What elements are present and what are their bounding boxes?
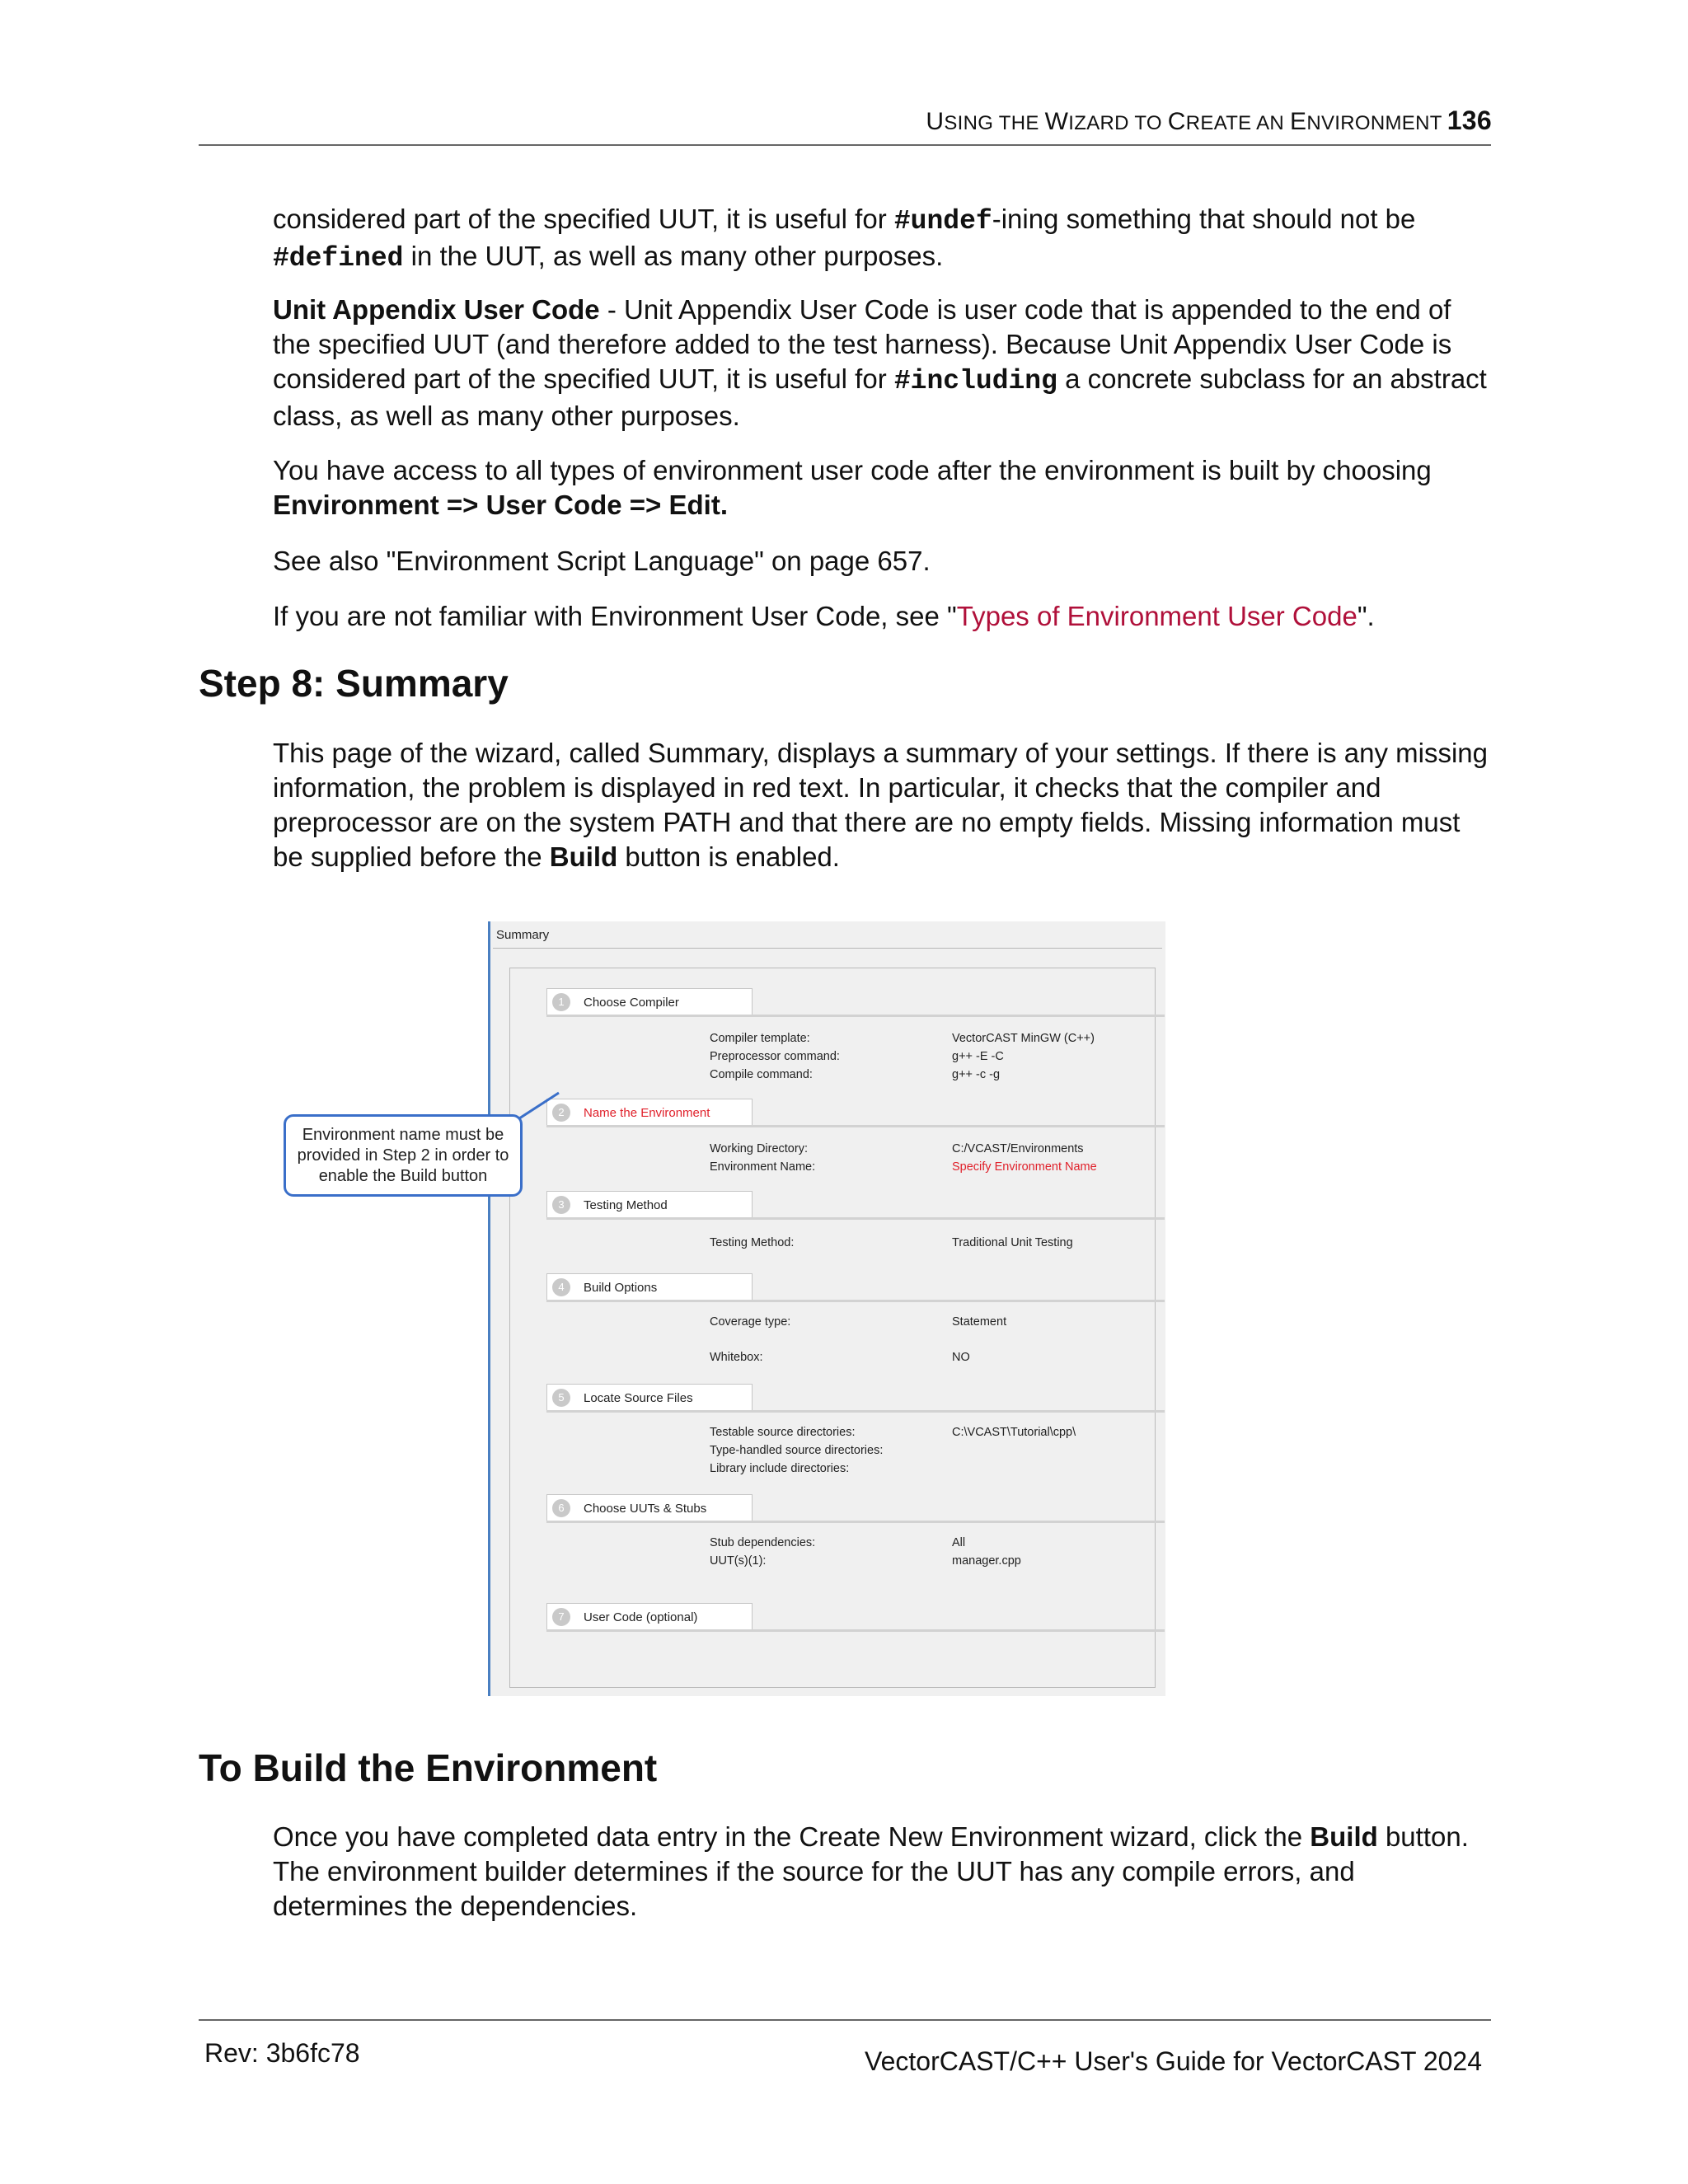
- page-number: 136: [1447, 105, 1492, 135]
- step-number-badge: 3: [552, 1196, 570, 1214]
- paragraph-undef: considered part of the specified UUT, it is useful for #undef-ining something that should not be #defined in the UUT, as well as many other purposes.: [273, 204, 1416, 274]
- key-whitebox: Whitebox:: [710, 1351, 763, 1364]
- running-header: USING THE WIZARD TO CREATE AN ENVIRONMENT 136: [926, 105, 1492, 135]
- footer-revision: Rev: 3b6fc78: [204, 2038, 360, 2068]
- title-divider: [493, 948, 1162, 949]
- paragraph-see-also: See also "Environment Script Language" on page 657.: [273, 546, 931, 576]
- key-testing-method: Testing Method:: [710, 1236, 795, 1249]
- key-column: Working Directory: Environment Name:: [710, 1142, 816, 1174]
- key-column: Compiler template: Preprocessor command: Compile command:: [710, 1032, 840, 1081]
- paragraph-access: You have access to all types of environment user code after the environment is built by choosing Environment => User Code => Edit.: [273, 455, 1432, 520]
- paragraph-summary: This page of the wizard, called Summary, displays a summary of your settings. If there is any missing information, the problem is displayed in red text. In particular, it checks that the compiler and preprocessor are on the system PATH and that there are no empty fields. Missing information must be supplied before the Build button is enabled.: [273, 738, 1488, 872]
- step-divider: [546, 1217, 1165, 1220]
- key-column: Stub dependencies: UUT(s)(1):: [710, 1536, 816, 1568]
- step-divider: [546, 1015, 1165, 1017]
- step-number-badge: 6: [552, 1499, 570, 1517]
- value-whitebox: NO: [952, 1351, 970, 1364]
- summary-screenshot: [488, 921, 1165, 1696]
- step-divider: [546, 1410, 1165, 1413]
- step-divider: [546, 1300, 1165, 1302]
- value-column: VectorCAST MinGW (C++) g++ -E -C g++ -c -g: [952, 1032, 1095, 1081]
- types-of-user-code-link[interactable]: Types of Environment User Code: [956, 601, 1357, 631]
- build-heading: To Build the Environment: [199, 1746, 658, 1789]
- step-build-options[interactable]: 4 Build Options: [546, 1273, 753, 1301]
- left-accent-line: [488, 921, 490, 1696]
- step-locate-source-files[interactable]: 5 Locate Source Files: [546, 1384, 753, 1412]
- step-number-badge: 1: [552, 993, 570, 1011]
- header-rule: [199, 144, 1491, 146]
- step-divider: [546, 1521, 1165, 1523]
- value-testable-dirs: C:\VCAST\Tutorial\cpp\: [952, 1426, 1076, 1439]
- summary-title: Summary: [496, 928, 550, 942]
- value-column: All manager.cpp: [952, 1536, 1021, 1568]
- step-testing-method[interactable]: 3 Testing Method: [546, 1191, 753, 1219]
- paragraph-not-familiar: If you are not familiar with Environment User Code, see "Types of Environment User Code".: [273, 601, 1375, 631]
- summary-panel: [509, 968, 1156, 1688]
- step8-heading: Step 8: Summary: [199, 662, 509, 705]
- key-coverage-type: Coverage type:: [710, 1315, 791, 1329]
- missing-env-name-error: Specify Environment Name: [952, 1160, 1097, 1174]
- value-coverage-type: Statement: [952, 1315, 1007, 1329]
- step-number-badge: 7: [552, 1608, 570, 1626]
- footer-rule: [199, 2019, 1491, 2021]
- paragraph-unit-appendix: Unit Appendix User Code - Unit Appendix User Code is user code that is appended to the end of the specified UUT (and therefore added to the test harness). Because Unit Appendix User Code is considered part of the specified UUT, it is useful for #including a concrete subclass for an abstract class, as well as many other purposes.: [273, 294, 1487, 431]
- key-column: Testable source directories: Type-handled source directories: Library include directories:: [710, 1426, 884, 1475]
- callout-bubble: Environment name must be provided in Step 2 in order to enable the Build button: [284, 1114, 523, 1197]
- step-choose-uuts-stubs[interactable]: 6 Choose UUTs & Stubs: [546, 1494, 753, 1522]
- step-number-badge: 2: [552, 1104, 570, 1122]
- step-user-code[interactable]: 7 User Code (optional): [546, 1603, 753, 1631]
- step-name-environment[interactable]: 2 Name the Environment: [546, 1099, 753, 1127]
- paragraph-build: Once you have completed data entry in the Create New Environment wizard, click the Build button. The environment builder determines if the source for the UUT has any compile errors, and determines the dependencies.: [273, 1821, 1469, 1921]
- value-testing-method: Traditional Unit Testing: [952, 1236, 1073, 1249]
- value-column: C:/VCAST/Environments Specify Environment Name: [952, 1140, 1097, 1176]
- step-number-badge: 4: [552, 1278, 570, 1296]
- step-choose-compiler[interactable]: 1 Choose Compiler: [546, 988, 753, 1016]
- step-number-badge: 5: [552, 1389, 570, 1407]
- footer-guide-title: VectorCAST/C++ User's Guide for VectorCAST 2024: [865, 2046, 1482, 2076]
- step-divider: [546, 1125, 1165, 1127]
- step-divider: [546, 1629, 1165, 1632]
